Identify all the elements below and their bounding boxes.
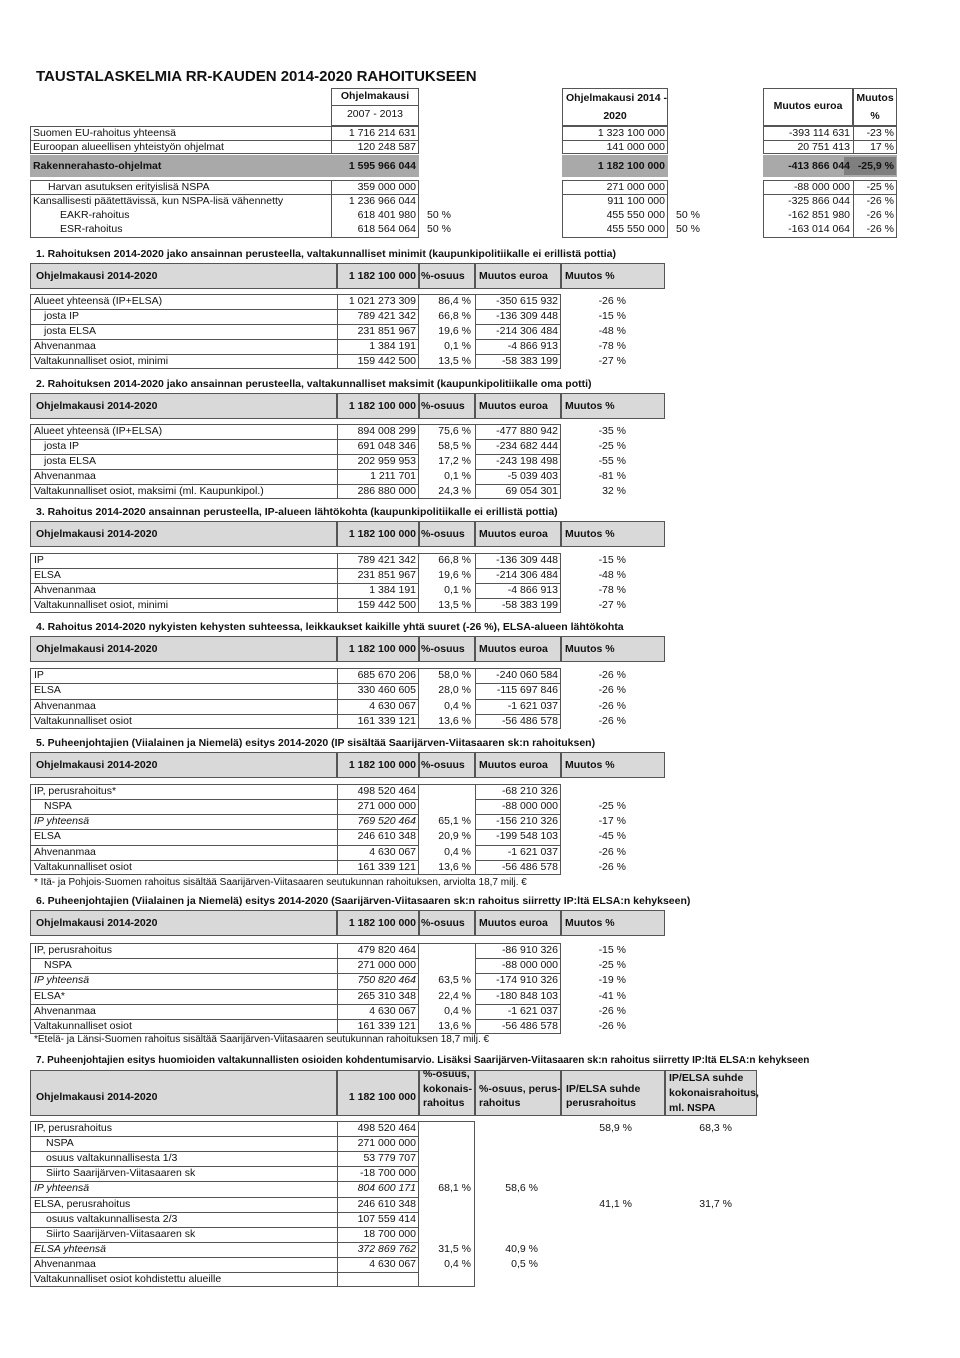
- row-share-total: 68,1 %: [438, 1182, 471, 1194]
- header-change-eur: Muutos euroa: [479, 643, 548, 655]
- header-change-pct: Muutos %: [565, 528, 615, 540]
- top-row-pct: 17 %: [870, 141, 894, 153]
- row-change-eur: -4 866 913: [507, 584, 558, 596]
- row-label: NSPA: [46, 1137, 74, 1149]
- row-share: 66,8 %: [438, 310, 471, 322]
- row-label: ELSA: [34, 830, 61, 842]
- row-value: 4 630 067: [369, 1005, 416, 1017]
- row-change-pct: -45 %: [598, 830, 626, 842]
- top-row-label: Kansallisesti päätettävissä, kun NSPA-lisä vähennetty: [33, 195, 284, 207]
- row-label: josta IP: [44, 310, 80, 322]
- row-label: NSPA: [44, 800, 72, 812]
- row-share: 24,3 %: [438, 485, 471, 497]
- row-value: 161 339 121: [357, 715, 416, 727]
- row-value: 246 610 348: [357, 830, 416, 842]
- row-label: ELSA, perusrahoitus: [34, 1198, 131, 1210]
- top-row-v2: 911 100 000: [607, 195, 665, 207]
- header-total: 1 182 100 000: [348, 643, 416, 655]
- row-change-pct: -48 %: [598, 325, 626, 337]
- row-change-pct: -26 %: [598, 295, 626, 307]
- row-label: Valtakunnalliset osiot, minimi: [34, 355, 169, 367]
- row-change-eur: -350 615 932: [496, 295, 558, 307]
- top-row-v1: 618 401 980: [357, 209, 416, 221]
- top-h4a: Muutos: [856, 92, 894, 104]
- top-row-label: EAKR-rahoitus: [60, 209, 130, 221]
- header-ratio-total: kokonaisrahoitus,: [669, 1087, 759, 1099]
- row-share: 65,1 %: [438, 815, 471, 827]
- section-title: 3. Rahoitus 2014-2020 ansainnan perusteella, IP-alueen lähtökohta (kaupunkipolitiikalle ei erillistä pottia): [36, 506, 558, 518]
- row-value: 265 310 348: [357, 990, 416, 1002]
- row-value: 804 600 171: [357, 1182, 416, 1194]
- row-change-eur: -240 060 584: [496, 669, 558, 681]
- top-row-p1: 50 %: [427, 209, 451, 221]
- section-title: 5. Puheenjohtajien (Viialainen ja Niemelä) esitys 2014-2020 (IP sisältää Saarijärven-Viitasaaren sk:n rahoituksen): [36, 737, 596, 749]
- row-change-eur: 69 054 301: [505, 485, 558, 497]
- top-row-v2: 455 550 000: [606, 223, 665, 235]
- row-change-eur: -477 880 942: [496, 425, 558, 437]
- top-h3: Muutos euroa: [773, 100, 843, 112]
- header-share-base: rahoitus: [479, 1097, 521, 1109]
- row-value: 271 000 000: [357, 800, 416, 812]
- row-change-pct: -26 %: [598, 861, 626, 873]
- row-change-pct: -27 %: [598, 355, 626, 367]
- top-h2a: Ohjelmakausi 2014 -: [566, 92, 667, 104]
- row-share: 63,5 %: [438, 974, 471, 986]
- top-row-pct: -25,9 %: [857, 160, 894, 172]
- header-share: kokonais-: [423, 1083, 473, 1095]
- row-share: 28,0 %: [438, 684, 471, 696]
- row-share: 13,6 %: [438, 861, 471, 873]
- row-ratio-total: 31,7 %: [699, 1198, 732, 1210]
- header-share: rahoitus: [423, 1097, 465, 1109]
- row-share: 66,8 %: [438, 554, 471, 566]
- row-change-eur: -214 306 484: [496, 325, 558, 337]
- row-change-eur: -58 383 199: [501, 355, 558, 367]
- header-total: 1 182 100 000: [348, 270, 416, 282]
- row-share: 20,9 %: [438, 830, 471, 842]
- row-share: 0,4 %: [444, 700, 471, 712]
- row-ratio-total: 68,3 %: [699, 1122, 732, 1134]
- section-footnote: *Etelä- ja Länsi-Suomen rahoitus sisältää Saarijärven-Viitasaaren seutukunnan rahoituksen 18,7 milj. €: [34, 1034, 490, 1045]
- row-share: 22,4 %: [438, 990, 471, 1002]
- row-share-base: 40,9 %: [505, 1243, 538, 1255]
- row-change-pct: 32 %: [602, 485, 626, 497]
- top-row-diff: 20 751 413: [797, 141, 850, 153]
- row-share: 19,6 %: [438, 325, 471, 337]
- row-label: Alueet yhteensä (IP+ELSA): [34, 295, 163, 307]
- row-label: josta ELSA: [44, 455, 96, 467]
- row-value: 4 630 067: [369, 1258, 416, 1270]
- section-title: 1. Rahoituksen 2014-2020 jako ansainnan perusteella, valtakunnalliset minimit (kaupunkipolitiikalle ei erillistä pottia): [36, 248, 617, 260]
- row-change-eur: -1 621 037: [507, 846, 558, 858]
- page-title: TAUSTALASKELMIA RR-KAUDEN 2014-2020 RAHOITUKSEEN: [36, 68, 477, 85]
- row-label: Valtakunnalliset osiot: [34, 1020, 132, 1032]
- top-row-p2: 50 %: [676, 223, 700, 235]
- row-change-eur: -56 486 578: [501, 1020, 558, 1032]
- row-change-pct: -15 %: [598, 310, 626, 322]
- header-ratio-base: perusrahoitus: [566, 1097, 637, 1109]
- row-value: 107 559 414: [357, 1213, 416, 1225]
- header-share: %-osuus: [421, 759, 465, 771]
- row-label: Ahvenanmaa: [34, 340, 96, 352]
- top-row-label: Euroopan alueellisen yhteistyön ohjelmat: [33, 141, 224, 153]
- row-label: IP, perusrahoitus: [34, 944, 113, 956]
- row-label: osuus valtakunnallisesta 1/3: [46, 1152, 178, 1164]
- top-row-diff: -88 000 000: [793, 181, 850, 193]
- row-value: 330 460 605: [357, 684, 416, 696]
- top-h1b: 2007 - 2013: [346, 108, 404, 120]
- row-label: Ahvenanmaa: [34, 470, 96, 482]
- top-row-v1: 359 000 000: [357, 181, 416, 193]
- row-change-eur: -156 210 326: [496, 815, 558, 827]
- row-change-pct: -19 %: [598, 974, 626, 986]
- row-share: 13,5 %: [438, 355, 471, 367]
- row-label: Ahvenanmaa: [34, 700, 96, 712]
- row-label: Ahvenanmaa: [34, 1005, 96, 1017]
- header-change-eur: Muutos euroa: [479, 270, 548, 282]
- row-value: 53 779 707: [363, 1152, 416, 1164]
- row-change-eur: -88 000 000: [501, 959, 558, 971]
- row-value: 4 630 067: [369, 846, 416, 858]
- row-label: Ahvenanmaa: [34, 584, 96, 596]
- top-row-diff: -162 851 980: [788, 209, 850, 221]
- row-change-pct: -26 %: [598, 715, 626, 727]
- row-change-eur: -68 210 326: [501, 785, 558, 797]
- row-value: 159 442 500: [357, 599, 416, 611]
- row-change-eur: -180 848 103: [496, 990, 558, 1002]
- top-row-v1: 1 595 966 044: [348, 160, 416, 172]
- top-h2b: 2020: [603, 110, 627, 122]
- row-share: 13,6 %: [438, 715, 471, 727]
- row-label: ELSA: [34, 684, 61, 696]
- row-share-total: 31,5 %: [438, 1243, 471, 1255]
- row-change-eur: -234 682 444: [496, 440, 558, 452]
- header-label: Ohjelmakausi 2014-2020: [36, 1091, 158, 1103]
- row-label: ELSA yhteensä: [34, 1243, 106, 1255]
- row-share: 58,0 %: [438, 669, 471, 681]
- header-share: %-osuus: [421, 400, 465, 412]
- row-value: 1 384 191: [369, 584, 416, 596]
- section-title: 4. Rahoitus 2014-2020 nykyisten kehysten suhteessa, leikkaukset kaikille yhtä suuret (-26 %), ELSA-alueen lähtökohta: [36, 621, 624, 633]
- top-h4b: %: [870, 110, 880, 122]
- row-label: josta ELSA: [44, 325, 96, 337]
- top-row-v2: 271 000 000: [606, 181, 665, 193]
- header-label: Ohjelmakausi 2014-2020: [36, 528, 158, 540]
- top-row-v1: 120 248 587: [357, 141, 416, 153]
- header-ratio-total: ml. NSPA: [669, 1102, 716, 1114]
- row-share: 0,1 %: [444, 340, 471, 352]
- row-value: 231 851 967: [357, 325, 416, 337]
- top-row-label: Suomen EU-rahoitus yhteensä: [33, 127, 176, 139]
- row-label: IP: [34, 669, 44, 681]
- row-ratio-base: 58,9 %: [599, 1122, 632, 1134]
- top-row-pct: -23 %: [866, 127, 894, 139]
- row-change-eur: -136 309 448: [496, 554, 558, 566]
- row-change-eur: -56 486 578: [501, 861, 558, 873]
- row-change-pct: -15 %: [598, 944, 626, 956]
- row-label: IP yhteensä: [34, 974, 90, 986]
- top-row-label: Rakennerahasto-ohjelmat: [33, 160, 162, 172]
- row-change-eur: -115 697 846: [496, 684, 558, 696]
- row-value: 789 421 342: [357, 554, 416, 566]
- row-change-pct: -26 %: [598, 1005, 626, 1017]
- row-change-eur: -136 309 448: [496, 310, 558, 322]
- top-row-diff: -413 866 044: [788, 160, 850, 172]
- header-change-pct: Muutos %: [565, 917, 615, 929]
- row-label: Ahvenanmaa: [34, 1258, 96, 1270]
- header-change-pct: Muutos %: [565, 270, 615, 282]
- row-value: 498 520 464: [357, 785, 416, 797]
- top-row-v2: 1 182 100 000: [597, 160, 665, 172]
- header-total: 1 182 100 000: [348, 528, 416, 540]
- top-row-p1: 50 %: [427, 223, 451, 235]
- section-title: 2. Rahoituksen 2014-2020 jako ansainnan perusteella, valtakunnalliset maksimit (kaupunkipolitiikalle oma potti): [36, 378, 592, 390]
- top-row-v1: 618 564 064: [357, 223, 416, 235]
- row-change-pct: -25 %: [598, 800, 626, 812]
- section-title: 7. Puheenjohtajien esitys huomioiden valtakunnallisten osioiden kohdentumisarvio. Lisäksi Saarijärven-Viitasaaren sk:n rahoitus siirretty IP:ltä ELSA:n kehykseen: [36, 1055, 810, 1066]
- row-label: NSPA: [44, 959, 72, 971]
- row-label: Valtakunnalliset osiot: [34, 861, 132, 873]
- top-h1a: Ohjelmakausi: [340, 90, 410, 102]
- row-value: 159 442 500: [357, 355, 416, 367]
- row-share: 0,1 %: [444, 584, 471, 596]
- row-change-pct: -26 %: [598, 700, 626, 712]
- row-share: 0,4 %: [444, 1005, 471, 1017]
- row-value: 286 880 000: [357, 485, 416, 497]
- header-label: Ohjelmakausi 2014-2020: [36, 917, 158, 929]
- row-label: Valtakunnalliset osiot: [34, 715, 132, 727]
- top-row-pct: -26 %: [866, 223, 894, 235]
- row-change-pct: -26 %: [598, 669, 626, 681]
- row-change-eur: -199 548 103: [496, 830, 558, 842]
- row-change-pct: -81 %: [598, 470, 626, 482]
- row-share-base: 58,6 %: [505, 1182, 538, 1194]
- header-label: Ohjelmakausi 2014-2020: [36, 759, 158, 771]
- top-row-diff: -325 866 044: [788, 195, 850, 207]
- top-row-v2: 1 323 100 000: [597, 127, 665, 139]
- row-value: 769 520 464: [357, 815, 416, 827]
- row-change-eur: -1 621 037: [507, 700, 558, 712]
- row-value: 498 520 464: [357, 1122, 416, 1134]
- row-value: 685 670 206: [357, 669, 416, 681]
- row-value: -18 700 000: [359, 1167, 416, 1179]
- row-change-pct: -25 %: [598, 440, 626, 452]
- row-value: 161 339 121: [357, 861, 416, 873]
- row-change-eur: -4 866 913: [507, 340, 558, 352]
- row-label: ELSA: [34, 569, 61, 581]
- row-share: 86,4 %: [438, 295, 471, 307]
- row-value: 1 384 191: [369, 340, 416, 352]
- row-label: josta IP: [44, 440, 80, 452]
- row-value: 894 008 299: [357, 425, 416, 437]
- section-title: 6. Puheenjohtajien (Viialainen ja Niemelä) esitys 2014-2020 (Saarijärven-Viitasaaren sk:n rahoitus siirretty IP:ltä ELSA:n kehykseen): [36, 895, 691, 907]
- header-share: %-osuus: [421, 643, 465, 655]
- row-change-pct: -26 %: [598, 846, 626, 858]
- row-change-eur: -56 486 578: [501, 715, 558, 727]
- row-share: 58,5 %: [438, 440, 471, 452]
- top-row-v1: 1 716 214 631: [348, 127, 416, 139]
- row-value: 271 000 000: [357, 1137, 416, 1149]
- row-label: Valtakunnalliset osiot kohdistettu alueille: [34, 1273, 222, 1285]
- row-change-eur: -174 910 326: [496, 974, 558, 986]
- row-change-eur: -58 383 199: [501, 599, 558, 611]
- top-row-v2: 141 000 000: [606, 141, 665, 153]
- top-row-pct: -26 %: [866, 209, 894, 221]
- row-value: 231 851 967: [357, 569, 416, 581]
- row-label: Valtakunnalliset osiot, maksimi (ml. Kaupunkipol.): [34, 485, 264, 497]
- row-change-pct: -25 %: [598, 959, 626, 971]
- row-ratio-base: 41,1 %: [599, 1198, 632, 1210]
- row-change-pct: -48 %: [598, 569, 626, 581]
- section-footnote: * Itä- ja Pohjois-Suomen rahoitus sisältää Saarijärven-Viitasaaren seutukunnan rahoituksen, arviolta 18,7 milj. €: [34, 877, 527, 888]
- row-value: 750 820 464: [357, 974, 416, 986]
- header-total: 1 182 100 000: [348, 400, 416, 412]
- row-share: 17,2 %: [438, 455, 471, 467]
- header-share: %-osuus: [421, 270, 465, 282]
- header-ratio-total: IP/ELSA suhde: [669, 1072, 744, 1084]
- row-value: 789 421 342: [357, 310, 416, 322]
- row-change-pct: -17 %: [598, 815, 626, 827]
- row-change-pct: -15 %: [598, 554, 626, 566]
- row-value: 372 869 762: [357, 1243, 416, 1255]
- top-row-p2: 50 %: [676, 209, 700, 221]
- row-share: 19,6 %: [438, 569, 471, 581]
- row-value: 691 048 346: [357, 440, 416, 452]
- row-value: 1 021 273 309: [348, 295, 416, 307]
- row-change-pct: -78 %: [598, 584, 626, 596]
- row-change-pct: -78 %: [598, 340, 626, 352]
- row-label: IP: [34, 554, 44, 566]
- header-share: %-osuus: [421, 917, 465, 929]
- row-share: 75,6 %: [438, 425, 471, 437]
- header-total: 1 182 100 000: [348, 759, 416, 771]
- row-label: Siirto Saarijärven-Viitasaaren sk: [46, 1167, 196, 1179]
- row-change-pct: -26 %: [598, 1020, 626, 1032]
- row-change-pct: -55 %: [598, 455, 626, 467]
- row-label: Valtakunnalliset osiot, minimi: [34, 599, 169, 611]
- row-value: 479 820 464: [357, 944, 416, 956]
- top-row-diff: -393 114 631: [788, 127, 850, 139]
- row-change-pct: -35 %: [598, 425, 626, 437]
- row-value: 202 959 953: [357, 455, 416, 467]
- row-change-pct: -41 %: [598, 990, 626, 1002]
- row-label: IP yhteensä: [34, 1182, 90, 1194]
- row-value: 161 339 121: [357, 1020, 416, 1032]
- header-share-base: %-osuus, perus-: [479, 1083, 561, 1095]
- row-label: Ahvenanmaa: [34, 846, 96, 858]
- row-share: 0,4 %: [444, 846, 471, 858]
- row-value: 1 211 701: [370, 470, 416, 482]
- row-change-eur: -243 198 498: [496, 455, 558, 467]
- header-share: %-osuus,: [423, 1068, 470, 1080]
- header-total: 1 182 100 000: [348, 917, 416, 929]
- row-change-eur: -86 910 326: [501, 944, 558, 956]
- header-share: %-osuus: [421, 528, 465, 540]
- row-label: ELSA*: [34, 990, 65, 1002]
- row-change-pct: -26 %: [598, 684, 626, 696]
- header-change-eur: Muutos euroa: [479, 528, 548, 540]
- header-change-eur: Muutos euroa: [479, 400, 548, 412]
- row-label: IP yhteensä: [34, 815, 90, 827]
- row-change-eur: -88 000 000: [501, 800, 558, 812]
- header-change-eur: Muutos euroa: [479, 917, 548, 929]
- row-value: 271 000 000: [357, 959, 416, 971]
- row-label: IP, perusrahoitus*: [34, 785, 117, 797]
- row-label: IP, perusrahoitus: [34, 1122, 113, 1134]
- top-row-label: Harvan asutuksen erityislisä NSPA: [48, 181, 210, 193]
- row-share: 13,6 %: [438, 1020, 471, 1032]
- row-share: 13,5 %: [438, 599, 471, 611]
- row-value: 246 610 348: [357, 1198, 416, 1210]
- header-change-eur: Muutos euroa: [479, 759, 548, 771]
- top-row-label: ESR-rahoitus: [60, 223, 123, 235]
- header-change-pct: Muutos %: [565, 759, 615, 771]
- row-label: Alueet yhteensä (IP+ELSA): [34, 425, 163, 437]
- row-change-eur: -1 621 037: [507, 1005, 558, 1017]
- header-total: 1 182 100 000: [348, 1091, 416, 1103]
- header-label: Ohjelmakausi 2014-2020: [36, 643, 158, 655]
- top-row-pct: -26 %: [866, 195, 894, 207]
- row-change-pct: -27 %: [598, 599, 626, 611]
- row-change-eur: -5 039 403: [507, 470, 558, 482]
- row-value: 18 700 000: [363, 1228, 416, 1240]
- row-label: osuus valtakunnallisesta 2/3: [46, 1213, 178, 1225]
- header-label: Ohjelmakausi 2014-2020: [36, 270, 158, 282]
- top-row-v2: 455 550 000: [606, 209, 665, 221]
- top-row-diff: -163 014 064: [788, 223, 850, 235]
- header-change-pct: Muutos %: [565, 643, 615, 655]
- header-change-pct: Muutos %: [565, 400, 615, 412]
- row-label: Siirto Saarijärven-Viitasaaren sk: [46, 1228, 196, 1240]
- row-share: 0,1 %: [444, 470, 471, 482]
- row-share-total: 0,4 %: [444, 1258, 471, 1270]
- header-ratio-base: IP/ELSA suhde: [566, 1083, 641, 1095]
- row-change-eur: -214 306 484: [496, 569, 558, 581]
- top-row-v1: 1 236 966 044: [348, 195, 416, 207]
- top-row-pct: -25 %: [866, 181, 894, 193]
- row-share-base: 0,5 %: [511, 1258, 538, 1270]
- row-value: 4 630 067: [369, 700, 416, 712]
- header-label: Ohjelmakausi 2014-2020: [36, 400, 158, 412]
